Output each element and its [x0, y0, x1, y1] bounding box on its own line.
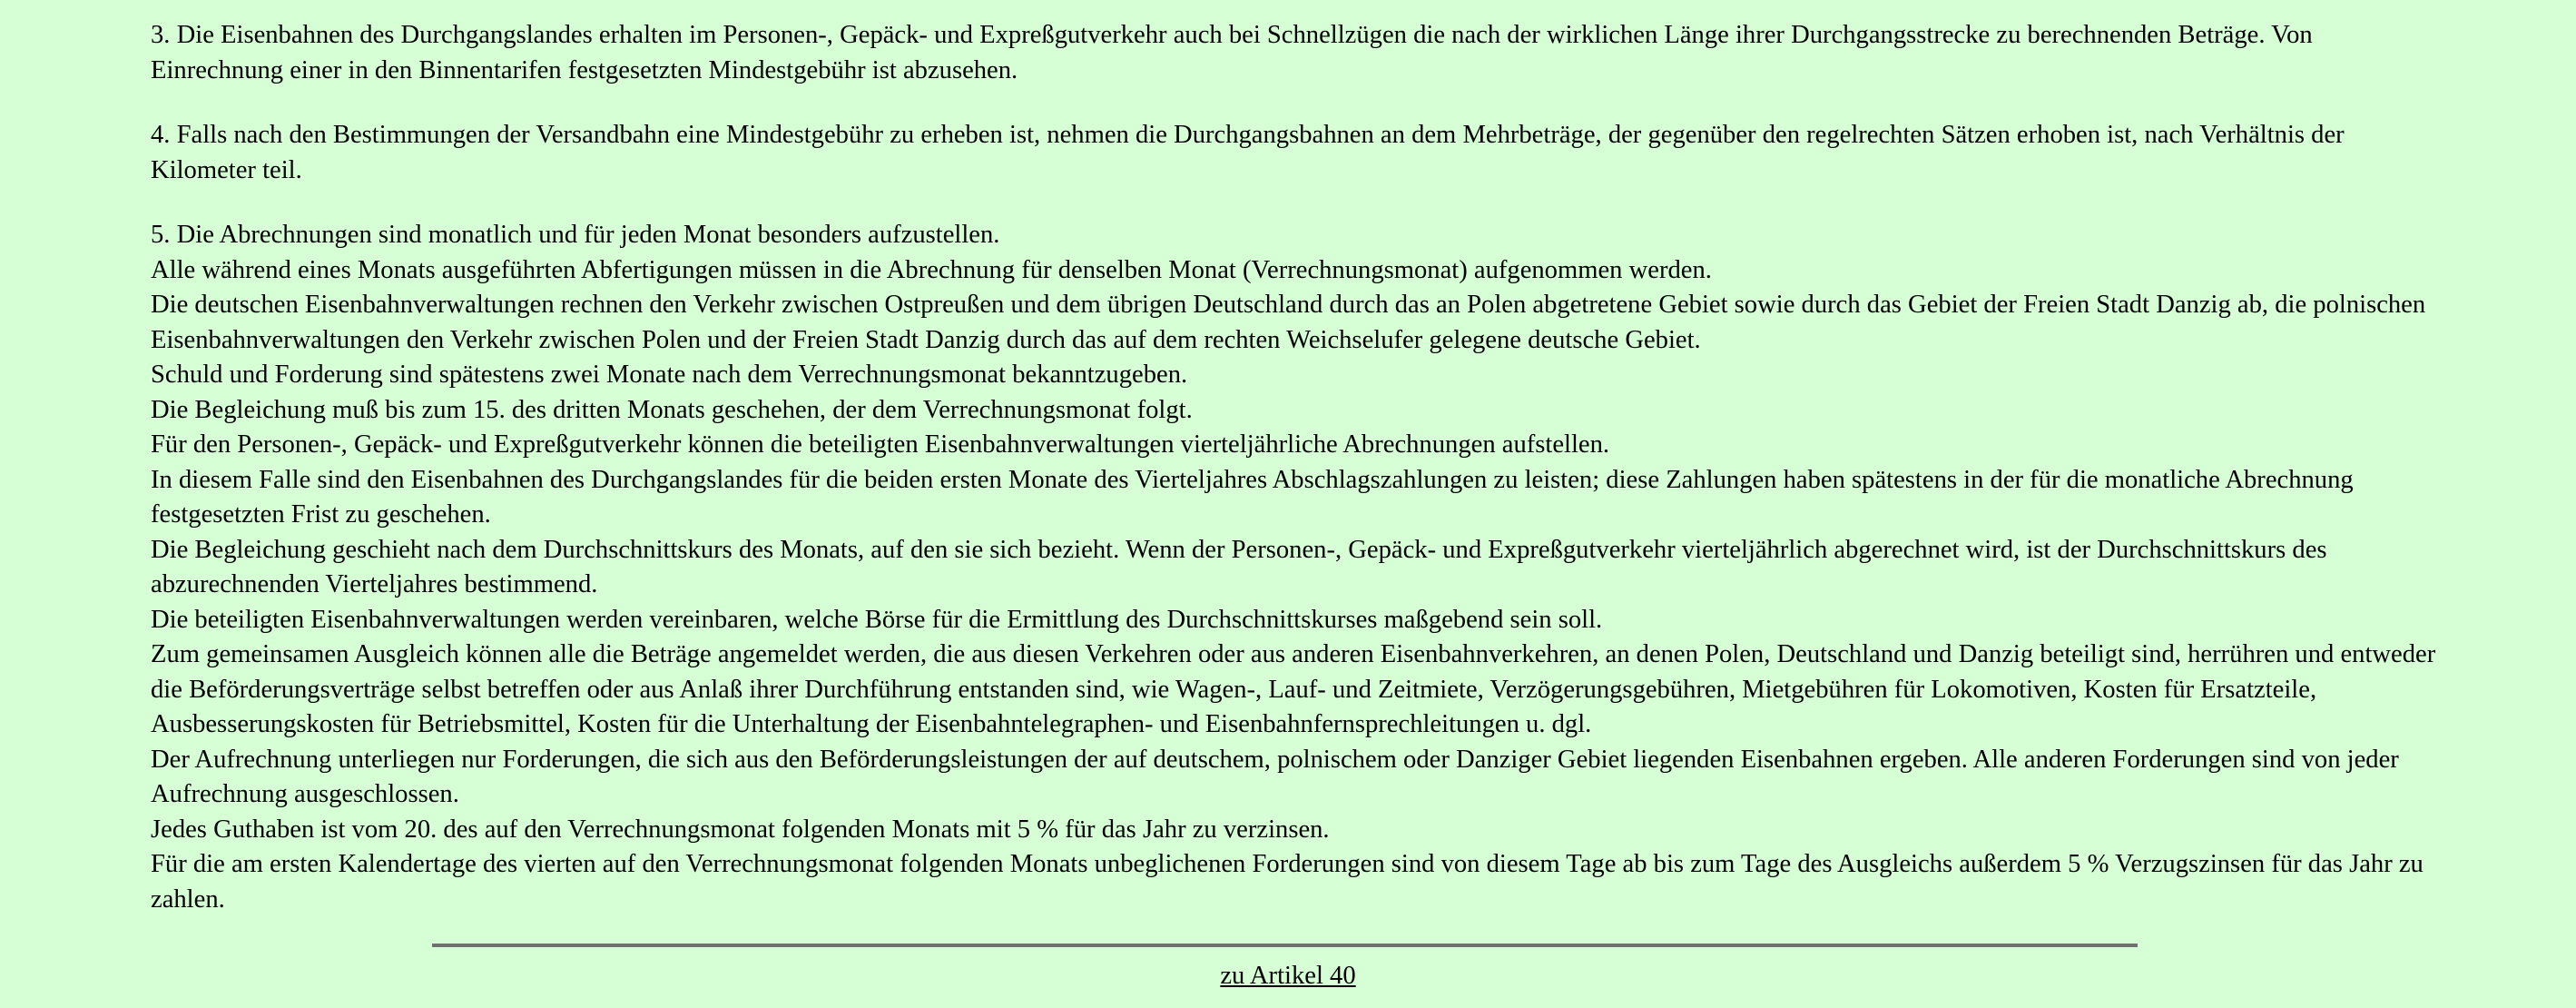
section-5-line: Alle während eines Monats ausgeführten Abfertigungen müssen in die Abrechnung für denselben Monat (Verrechnungsmonat) aufgenommen werden. [151, 255, 1712, 284]
artikel-40-link[interactable]: zu Artikel 40 [1220, 962, 1356, 990]
section-5-line: Zum gemeinsamen Ausgleich können alle die Beträge angemeldet werden, die aus diesen Verkehren oder aus anderen Eisenbahnverkehren, an denen Polen, Deutschland und Danzig beteiligt sind, herrühren und entweder die Beförderungsverträge selbst betreffen oder aus Anlaß ihrer Durchführung entstanden sind, wie Wagen-, Lauf- und Zeitmiete, Verzögerungsgebühren, Mietgebühren für Lokomotiven, Kosten für Ersatzteile, Ausbesserungskosten für Betriebsmittel, Kosten für die Unterhaltung der Eisenbahntelegraphen- und Eisenbahnfernsprechleitungen u. dgl. [151, 640, 2436, 738]
section-5-line: In diesem Falle sind den Eisenbahnen des Durchgangslandes für die beiden ersten Monate des Vierteljahres Abschlagszahlungen zu leisten; diese Zahlungen haben spätestens in der für die monatliche Abrechnung festgesetzten Frist zu geschehen. [151, 465, 2354, 529]
section-5-line: Die Begleichung muß bis zum 15. des dritten Monats geschehen, der dem Verrechnungsmonat folgt. [151, 395, 1193, 424]
section-5-line: Die Begleichung geschieht nach dem Durchschnittskurs des Monats, auf den sie sich bezieht. Wenn der Personen-, Gepäck- und Expreßgutverkehr vierteljährlich abgerechnet wird, ist der Durchschnittskurs des abzurechnenden Vierteljahres bestimmend. [151, 535, 2327, 598]
section-5-line: Für die am ersten Kalendertage des vierten auf den Verrechnungsmonat folgenden Monats unbeglichenen Forderungen sind von diesem Tage ab bis zum Tage des Ausgleichs außerdem 5 % Verzugszinsen für das Jahr zu zahlen. [151, 850, 2424, 914]
section-5-line: Der Aufrechnung unterliegen nur Forderungen, die sich aus den Beförderungsleistungen der auf deutschem, polnischem oder Danziger Gebiet liegenden Eisenbahnen ergeben. Alle anderen Forderungen sind von jeder Aufrechnung ausgeschlossen. [151, 745, 2399, 808]
section-5 [151, 218, 2438, 917]
section-5-line: Schuld und Forderung sind spätestens zwei Monate nach dem Verrechnungsmonat bekanntzugeben. [151, 361, 1188, 389]
section-5-line: Für den Personen-, Gepäck- und Expreßgutverkehr können die beteiligten Eisenbahnverwaltungen vierteljährliche Abrechnungen aufstellen. [151, 430, 1610, 459]
section-5-line: Die beteiligten Eisenbahnverwaltungen werden vereinbaren, welche Börse für die Ermittlung des Durchschnittskurses maßgebend sein soll. [151, 605, 1603, 634]
section-5-line: Die deutschen Eisenbahnverwaltungen rechnen den Verkehr zwischen Ostpreußen und dem übrigen Deutschland durch das an Polen abgetretene Gebiet sowie durch das Gebiet der Freien Stadt Danzig ab, die polnischen Eisenbahnverwaltungen den Verkehr zwischen Polen und der Freien Stadt Danzig durch das auf dem rechten Weichselufer gelegene deutsche Gebiet. [151, 291, 2426, 354]
paragraph-4: 4. Falls nach den Bestimmungen der Versandbahn eine Mindestgebühr zu erheben ist, nehmen die Durchgangsbahnen an dem Mehrbeträge, der gegenüber den regelrechten Sätzen erhoben ist, nach Verhältnis der Kilometer teil. [151, 121, 2345, 184]
document-body [151, 18, 2438, 947]
footer-nav [0, 959, 2576, 994]
paragraph-3: 3. Die Eisenbahnen des Durchgangslandes erhalten im Personen-, Gepäck- und Expreßgutverkehr auch bei Schnellzügen die nach der wirklichen Länge ihrer Durchgangsstrecke zu berechnenden Beträge. Von Einrechnung einer in den Binnentarifen festgesetzten Mindestgebühr ist abzusehen. [151, 21, 2313, 84]
horizontal-divider [432, 944, 2138, 947]
section-5-line: Jedes Guthaben ist vom 20. des auf den Verrechnungsmonat folgenden Monats mit 5 % für das Jahr zu verzinsen. [151, 815, 1330, 844]
section-5-line: 5. Die Abrechnungen sind monatlich und für jeden Monat besonders aufzustellen. [151, 221, 1000, 249]
